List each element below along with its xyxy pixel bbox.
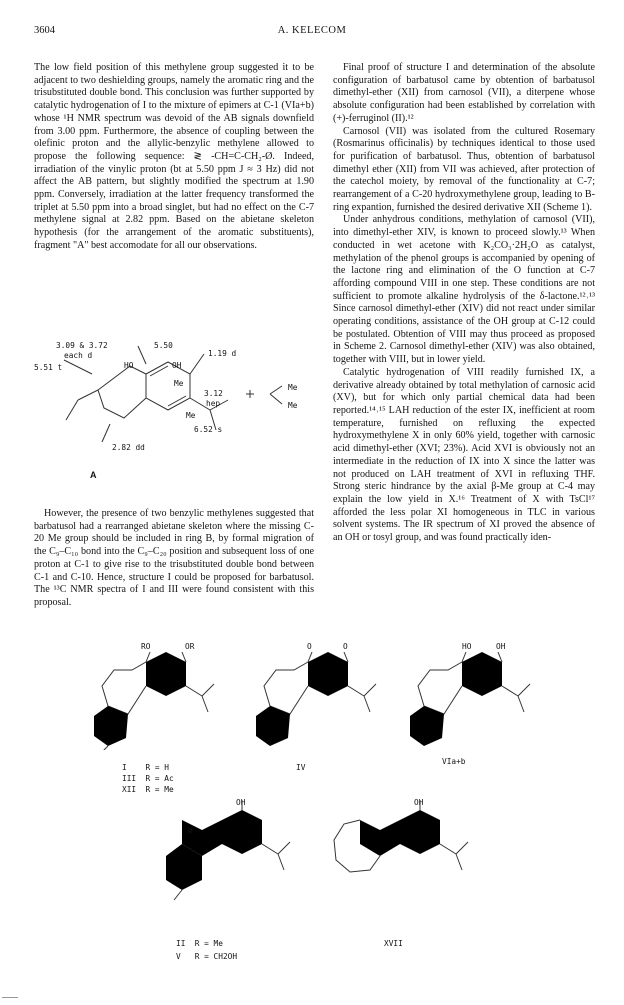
paragraph: Carnosol (VII) was isolated from the cultured Rosemary (Rosmarinus officinalis) by techniques identical to those used for purification of barbatusol. Thus, obtention of barbatusol dimethyl ether (XII) from VII was achieved, after protection of the catechol moiety, by removal of the functionality at C-7; rearrangement of a C-20 hydroxymethylene group, leading to B-ring expantion, furnished the desired derivative XII (Scheme 1). <box>333 125 595 213</box>
structure-IV-drawing <box>246 640 406 750</box>
paragraph: The low field position of this methylene group suggested it to be adjacent to two deshielding groups, namely the aromatic ring and the trisubstituted double bond. This conclusion was further supported by catalytic hydrogenation of I to the mixture of epimers at C-1 (VIa+b) whose ¹H NMR spectrum was devoid of the AB signals downfield from 3.00 ppm. Furthermore, the absence of coupling between the olefinic proton and the allylic-benzylic methylene allowed to propose the following sequence: ≷ -CH=C-CH₂-Ø. Indeed, irradiation of the vinylic proton (bt at 5.50 ppm J ≈ 3 Hz) did not affect the AB pattern, but slightly modified the spectrum at 1.90 ppm. Conversely, irradiation at the latter frequency transformed the triplet at 5.50 ppm into a broad singlet, but had no effect on the C-7 methylene signal at 2.82 ppm. Based on the abietane skeleton hypothesis (for the arrangement of the aromatic substituents), fragment "A" best accomodate for all our observations. <box>34 62 314 251</box>
ho-label: HO <box>124 361 134 370</box>
left-column-top <box>34 62 314 253</box>
shift-label-5-51t: 5.51 t <box>34 363 63 372</box>
page-number: 3604 <box>34 25 55 36</box>
fragment-a-label: A <box>90 470 97 480</box>
seven-ring <box>98 366 146 418</box>
structure-XVII-drawing <box>330 800 480 930</box>
carbonyl-o-label: O <box>307 642 312 651</box>
page-header <box>0 25 624 39</box>
r-label: R <box>188 827 193 836</box>
arrow <box>138 346 146 364</box>
shift-label-5-50: 5.50 <box>154 341 173 350</box>
legend-I: I R = H <box>122 763 169 772</box>
shift-label-3-09: 3.09 & 3.72 <box>56 341 108 350</box>
shift-label-1-19d: 1.19 d <box>208 349 237 358</box>
oh-label: OH <box>172 361 182 370</box>
legend-III: III R = Ac <box>122 774 174 783</box>
shift-label-each-d: each d <box>64 351 93 360</box>
me-label: Me <box>174 379 184 388</box>
bond <box>78 390 98 400</box>
shift-label-3-12: 3.12 <box>204 389 223 398</box>
structure-VI-drawing <box>400 640 560 750</box>
or-label: OR <box>185 642 195 651</box>
corner-rule <box>2 997 18 998</box>
wavy-bond <box>66 400 78 420</box>
paragraph: Final proof of structure I and determination of the absolute configuration of barbatusol came by obtention of barbatusol dimethyl-ether (XII) from carnosol (VII), a diterpene whose absolute configuration had been established by correlation with (+)-ferruginol (II).¹² <box>333 62 595 124</box>
carbonyl-o-label: O <box>343 642 348 651</box>
structure-I-drawing <box>84 640 244 750</box>
left-column-bottom <box>34 508 314 610</box>
oh-label: OH <box>236 798 246 807</box>
double-bond <box>168 396 186 406</box>
me-label: Me <box>288 383 298 392</box>
legend-XII: XII R = Me <box>122 785 174 794</box>
legend-V: V R = CH2OH <box>176 952 238 961</box>
bond <box>270 386 282 394</box>
ho-label: HO <box>462 642 472 651</box>
paragraph: Under anhydrous conditions, methylation of carnosol (VII), into dimethyl-ether XIV, is known to proceed slowly.¹³ When conducted in wet acetone with K₂CO₃·2H₂O as catalyst, methylation of the phenol groups is accompanied by opening of the lactone ring and elimination of the O function at C-7 affording compound VIII in one step. These conditions are not sufficient to promote alkaline hydrolysis of the δ-lactone.¹²˒¹³ Since carnosol dimethyl-ether (XIV) did not react under similar operating conditions, assistance of the OH group at C-12 could be postulated. Obtention of VIII may thus proceed as proposed in Scheme 2. Carnosol dimethyl-ether (XIV) was also obtained, together with VIII, but in lower yield. <box>333 214 595 366</box>
structure-II-drawing <box>152 800 302 930</box>
shift-label-hep: hep <box>206 399 221 408</box>
shift-label-6-52s: 6.52 s <box>194 425 223 434</box>
legend-VI: VIa+b <box>442 757 466 766</box>
shift-label-2-82dd: 2.82 dd <box>112 443 145 452</box>
bond <box>270 394 282 404</box>
me-label: Me <box>288 401 298 410</box>
arrow <box>102 424 110 442</box>
legend-XVII: XVII <box>384 939 403 948</box>
bond <box>190 354 204 374</box>
me-label: Me <box>186 411 196 420</box>
right-column <box>333 62 595 545</box>
paragraph: However, the presence of two benzylic methylenes suggested that barbatusol had a rearranged abietane skeleton where the missing C-20 Me group should be included in ring B, by formal migration of the C₉–C₁₀ bond into the C₉–C₂₀ position and subsequent loss of one proton at C-1 to give rise to the trisubstituted double bond between C-1 and C-10. Hence, structure I could be proposed for barbatusol. The ¹³C NMR spectra of I and III were found consistent with this proposal. <box>34 508 314 608</box>
aromatic-ring <box>146 362 190 410</box>
oh-label: OH <box>496 642 506 651</box>
legend-IV: IV <box>296 763 306 772</box>
legend-II: II R = Me <box>176 939 223 948</box>
ro-label: RO <box>141 642 151 651</box>
oh-label: OH <box>414 798 424 807</box>
double-bond <box>150 366 168 376</box>
arrow <box>64 360 92 374</box>
paragraph: Catalytic hydrogenation of VIII readily furnished IX, a derivative already obtained by total methylation of carnosic acid (XV), but for which only partial chemical data had been reported.¹⁴˒¹⁵ LAH reduction of the ester IX, inefficient at room temperature, furnished on refluxing the expected hydroxymethylene X in only 60% yield, together with carnosic acid dimethyl-ether (XVI; 23%). Acid XVI is obviously not an intermediate in the reduction of IX into X since the latter was not produced on LAH treatment of XVI in refluxing THF. Strong steric hindrance by the axial β-Me group at C-4 may explain the low yield in X.¹⁶ Treatment of X with TsCl¹⁷ afforded the less polar XI homogeneous in TLC in various solvent systems. The IR spectrum of XI proved the absence of an OH or tosyl group, and was found practically iden- <box>333 366 595 544</box>
running-author: A. KELECOM <box>277 25 347 36</box>
